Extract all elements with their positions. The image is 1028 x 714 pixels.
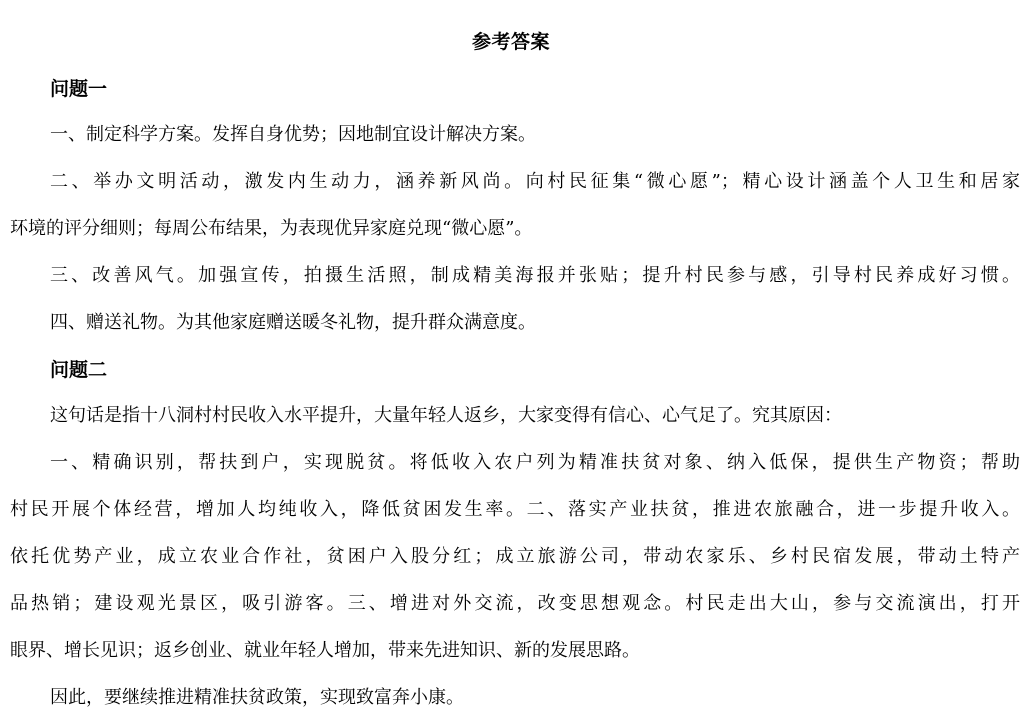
section-heading-1: 问题一 [50,78,108,100]
paragraph-2-line-2: 环境的评分细则；每周公布结果，为表现优异家庭兑现“微心愿”。 [10,218,533,239]
paragraph-body-line-3: 依托优势产业，成立农业合作社，贫困户入股分红；成立旅游公司，带动农家乐、乡村民宿发展，带动土特产 [10,546,1020,567]
paragraph-body-line-1: 一、精确识别，帮扶到户，实现脱贫。将低收入农户列为精准扶贫对象、纳入低保，提供生产物资；帮助 [50,452,1020,473]
paragraph-body-line-5: 眼界、增长见识；返乡创业、就业年轻人增加，带来先进知识、新的发展思路。 [10,640,640,661]
paragraph-4: 四、赠送礼物。为其他家庭赠送暖冬礼物，提升群众满意度。 [50,312,536,333]
paragraph-2-line-1: 二、举办文明活动，激发内生动力，涵养新风尚。向村民征集“微心愿”；精心设计涵盖个人卫生和居家 [50,171,1020,192]
section-heading-2: 问题二 [50,359,108,381]
paragraph-conclusion: 因此，要继续推进精准扶贫政策，实现致富奔小康。 [50,687,464,708]
document-title: 参考答案 [471,31,550,53]
paragraph-3: 三、改善风气。加强宣传，拍摄生活照，制成精美海报并张贴；提升村民参与感，引导村民养成好习惯。 [50,265,1020,286]
paragraph-intro: 这句话是指十八洞村村民收入水平提升，大量年轻人返乡，大家变得有信心、心气足了。究其原因： [50,405,842,426]
paragraph-body-line-2: 村民开展个体经营，增加人均纯收入，降低贫困发生率。二、落实产业扶贫，推进农旅融合，进一步提升收入。 [10,499,1020,520]
paragraph-1: 一、制定科学方案。发挥自身优势；因地制宜设计解决方案。 [50,124,536,145]
paragraph-body-line-4: 品热销；建设观光景区，吸引游客。三、增进对外交流，改变思想观念。村民走出大山，参与交流演出，打开 [10,593,1020,614]
